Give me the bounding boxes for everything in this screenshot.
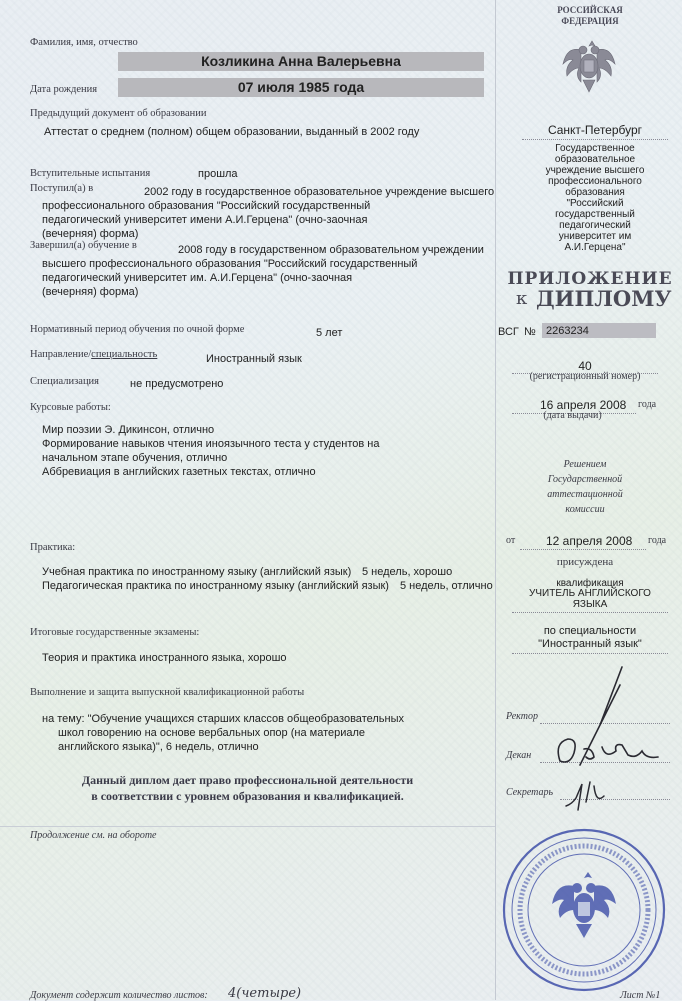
decision-line: Государственной	[547, 474, 623, 485]
direction-label	[30, 349, 157, 360]
institution-line: учреждение высшего	[545, 165, 645, 176]
qualification-underline	[512, 612, 668, 613]
specialty-underline	[512, 653, 668, 654]
direction-label-b: специальность	[91, 349, 158, 360]
coursework-line-2: Формирование навыков чтения иноязычного теста у студентов на	[42, 438, 380, 450]
awarded-label: присуждена	[556, 556, 614, 568]
coursework-line-4: Аббревиация в английских газетных текстах, отлично	[42, 466, 316, 478]
issue-date-label: (дата выдачи)	[543, 410, 602, 421]
direction-value: Иностранный язык	[206, 353, 302, 365]
country-line-1: РОССИЙСКАЯ	[557, 5, 623, 15]
admitted-line-2: профессионального образования "Российский государственный	[42, 200, 371, 212]
period-label: Нормативный период обучения по очной форме	[30, 324, 245, 335]
thesis-line-3: английского языка)", 6 недель, отлично	[58, 741, 259, 753]
registration-number: 40	[578, 359, 592, 373]
coursework-label: Курсовые работы:	[30, 402, 111, 413]
supplement-title: ПРИЛОЖЕНИЕ	[507, 269, 673, 289]
dean-label: Декан	[506, 750, 532, 761]
registration-label: (регистрационный номер)	[529, 371, 641, 382]
specialization-label: Специализация	[30, 376, 100, 387]
continued-note: Продолжение см. на обороте	[30, 830, 157, 841]
institution-line: государственный	[555, 209, 635, 220]
city-underline	[522, 139, 668, 140]
practice-line-2-name: Педагогическая практика по иностранному языку (английский язык)	[42, 580, 389, 592]
practice-line-1-result: 5 недель, хорошо	[362, 566, 453, 578]
from-label: от	[506, 535, 516, 546]
sheets-label: Документ содержит количество листов:	[30, 990, 208, 1001]
prev-education-label: Предыдущий документ об образовании	[30, 108, 207, 119]
final-exams-value: Теория и практика иностранного языка, хорошо	[42, 652, 287, 664]
birth-date: 07 июля 1985 года	[237, 79, 365, 95]
specialty-value: "Иностранный язык"	[538, 638, 642, 650]
admitted-line-3: педагогический университет имени А.И.Герцена" (очно-заочная	[42, 214, 368, 226]
rights-line-2: в соответствии с уровнем образования и квалификацией.	[91, 789, 404, 803]
student-name: Козликина Анна Валерьевна	[201, 53, 401, 69]
qualification-line-1: УЧИТЕЛЬ АНГЛИЙСКОГО	[529, 588, 651, 599]
entrance-value: прошла	[198, 168, 238, 180]
rights-line-1: Данный диплом дает право профессиональной деятельности	[81, 773, 414, 787]
number-sign: №	[524, 326, 536, 338]
decision-date-suffix: года	[648, 535, 667, 546]
completed-label: Завершил(а) обучение в	[30, 240, 137, 251]
issue-date: 16 апреля 2008	[540, 398, 627, 412]
decision-line: Решением	[563, 459, 607, 470]
thesis-label: Выполнение и защита выпускной квалификационной работы	[30, 687, 305, 698]
coursework-line-3: начальном этапе обучения, отлично	[42, 452, 228, 464]
admitted-line-1: 2002 году в государственное образовательное учреждение высшего	[144, 186, 495, 198]
completed-line-3: педагогический университет им. А.И.Герцена" (очно-заочная	[42, 272, 353, 284]
institution-line: А.И.Герцена"	[564, 242, 626, 253]
coat-of-arms-emblem	[557, 36, 621, 100]
diploma-series: ВСГ	[498, 326, 519, 338]
column-divider	[495, 0, 496, 1000]
specialization-value: не предусмотрено	[130, 378, 224, 390]
thesis-line-2: школ говорению на основе вербальных опор (на материале	[58, 727, 366, 739]
completed-line-2: высшего профессионального образования "Российский государственный	[42, 258, 418, 270]
birth-label: Дата рождения	[30, 84, 98, 95]
institution-line: педагогический	[559, 220, 631, 231]
institution-line: университет им	[558, 231, 632, 242]
secretary-label: Секретарь	[506, 787, 554, 798]
decision-line: аттестационной	[547, 489, 623, 500]
institution-line: образования	[565, 187, 625, 198]
bottom-divider	[0, 826, 495, 827]
supplement-title-prefix: к	[516, 288, 528, 309]
dean-signature	[540, 665, 680, 785]
diploma-number: 2263234	[546, 325, 589, 337]
city: Санкт-Петербург	[547, 123, 643, 137]
admitted-line-4: (вечерняя) форма)	[42, 228, 139, 240]
admitted-label: Поступил(а) в	[30, 183, 94, 194]
institution-line: "Российский	[566, 198, 624, 209]
institution-line: профессионального	[548, 176, 642, 187]
practice-line-1-name: Учебная практика по иностранному языку (английский язык)	[42, 566, 352, 578]
decision-date-underline	[520, 549, 646, 550]
qualification-line-2: ЯЗЫКА	[572, 599, 608, 610]
secretary-signature	[560, 776, 620, 816]
decision-block	[510, 457, 660, 517]
decision-date: 12 апреля 2008	[546, 534, 633, 548]
sheet-number: Лист №1	[620, 990, 661, 1001]
issue-date-suffix: года	[638, 399, 657, 410]
country-header	[540, 5, 640, 27]
completed-line-1: 2008 году в государственном образовательном учреждении	[178, 244, 484, 256]
country-line-2: ФЕДЕРАЦИЯ	[561, 16, 619, 26]
entrance-label: Вступительные испытания	[30, 168, 151, 179]
rector-label: Ректор	[506, 711, 538, 722]
qualification-label: квалификация	[556, 578, 624, 589]
prev-education-value: Аттестат о среднем (полном) общем образовании, выданный в 2002 году	[44, 126, 420, 138]
final-exams-label: Итоговые государственные экзамены:	[30, 627, 200, 638]
period-value: 5 лет	[316, 327, 343, 339]
official-round-seal	[500, 826, 668, 994]
sheets-value: 4(четыре)	[228, 986, 302, 1001]
specialty-label: по специальности	[543, 625, 637, 637]
institution-line: образовательное	[554, 154, 636, 165]
supplement-title-diploma: ДИПЛОМУ	[536, 286, 672, 311]
practice-line-2-result: 5 недель, отлично	[400, 580, 493, 592]
institution-block	[520, 143, 670, 253]
institution-line: Государственное	[555, 143, 635, 154]
direction-label-a: Направление/	[30, 349, 92, 360]
completed-line-4: (вечерняя) форма)	[42, 286, 139, 298]
thesis-line-1: на тему: "Обучение учащихся старших классов общеобразовательных	[42, 713, 404, 725]
decision-line: комиссии	[565, 504, 605, 515]
practice-label: Практика:	[30, 542, 76, 553]
name-label: Фамилия, имя, отчество	[30, 37, 138, 48]
coursework-line-1: Мир поэзии Э. Дикинсон, отлично	[42, 424, 215, 436]
